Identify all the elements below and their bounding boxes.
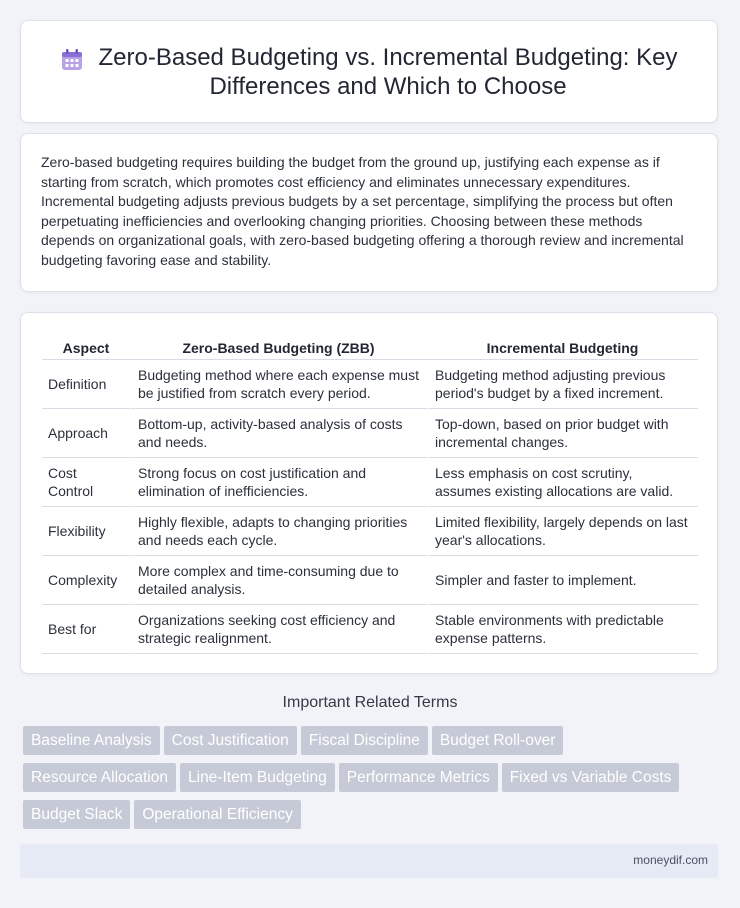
comparison-table-card	[20, 312, 718, 674]
related-term-tag[interactable]: Fixed vs Variable Costs	[502, 763, 680, 792]
row-zbb: More complex and time-consuming due to detailed analysis.	[130, 556, 427, 605]
related-terms-title: Important Related Terms	[282, 694, 458, 711]
row-incremental: Stable environments with predictable expense patterns.	[427, 605, 698, 654]
row-incremental: Limited flexibility, largely depends on last year's allocations.	[427, 507, 698, 556]
row-zbb: Budgeting method where each expense must be justified from scratch every period.	[130, 360, 427, 409]
row-incremental: Less emphasis on cost scrutiny, assumes existing allocations are valid.	[427, 458, 698, 507]
row-zbb: Highly flexible, adapts to changing priorities and needs each cycle.	[130, 507, 427, 556]
row-aspect: Approach	[42, 409, 130, 458]
row-incremental: Budgeting method adjusting previous period's budget by a fixed increment.	[427, 360, 698, 409]
row-aspect: Cost Control	[42, 458, 130, 507]
intro-text: Zero-based budgeting requires building the budget from the ground up, justifying each expense as if starting from scratch, which promotes cost efficiency and eliminates unnecessary expenditures. Incremental budgeting adjusts previous budgets by a set percentage, simplifying the process but often perpetuating inefficiencies and overlooking changing priorities. Choosing between these methods depends on organizational goals, with zero-based budgeting offering a thorough review and incremental budgeting favoring ease and stability.	[41, 154, 684, 268]
table-row	[42, 360, 698, 409]
table-row	[42, 507, 698, 556]
page-title: Zero-Based Budgeting vs. Incremental Budgeting: Key Differences and Which to Choose	[98, 43, 678, 100]
table-row	[42, 409, 698, 458]
related-term-tag[interactable]: Operational Efficiency	[134, 800, 301, 829]
row-zbb: Strong focus on cost justification and elimination of inefficiencies.	[130, 458, 427, 507]
row-aspect: Best for	[42, 605, 130, 654]
table-header-row	[42, 333, 698, 360]
header-aspect: Aspect	[42, 333, 130, 360]
row-zbb: Bottom-up, activity-based analysis of costs and needs.	[130, 409, 427, 458]
related-term-tag[interactable]: Budget Roll-over	[432, 726, 563, 755]
row-aspect: Complexity	[42, 556, 130, 605]
related-terms-list	[23, 726, 723, 837]
row-incremental: Simpler and faster to implement.	[427, 556, 698, 605]
related-term-tag[interactable]: Budget Slack	[23, 800, 130, 829]
row-aspect: Flexibility	[42, 507, 130, 556]
header-incremental: Incremental Budgeting	[427, 333, 698, 360]
intro-card	[20, 133, 718, 292]
comparison-table	[42, 333, 698, 654]
related-term-tag[interactable]: Fiscal Discipline	[301, 726, 428, 755]
row-incremental: Top-down, based on prior budget with incremental changes.	[427, 409, 698, 458]
related-term-tag[interactable]: Cost Justification	[164, 726, 297, 755]
calendar-icon	[59, 47, 85, 73]
related-term-tag[interactable]: Baseline Analysis	[23, 726, 160, 755]
related-term-tag[interactable]: Line-Item Budgeting	[180, 763, 335, 792]
title-card	[20, 20, 718, 123]
table-row	[42, 458, 698, 507]
table-row	[42, 556, 698, 605]
related-term-tag[interactable]: Resource Allocation	[23, 763, 176, 792]
row-zbb: Organizations seeking cost efficiency and strategic realignment.	[130, 605, 427, 654]
footer-site-link[interactable]: moneydif.com	[633, 853, 708, 867]
footer	[20, 844, 718, 878]
table-row	[42, 605, 698, 654]
header-zbb: Zero-Based Budgeting (ZBB)	[130, 333, 427, 360]
row-aspect: Definition	[42, 360, 130, 409]
title-wrap	[59, 43, 679, 101]
related-term-tag[interactable]: Performance Metrics	[339, 763, 498, 792]
